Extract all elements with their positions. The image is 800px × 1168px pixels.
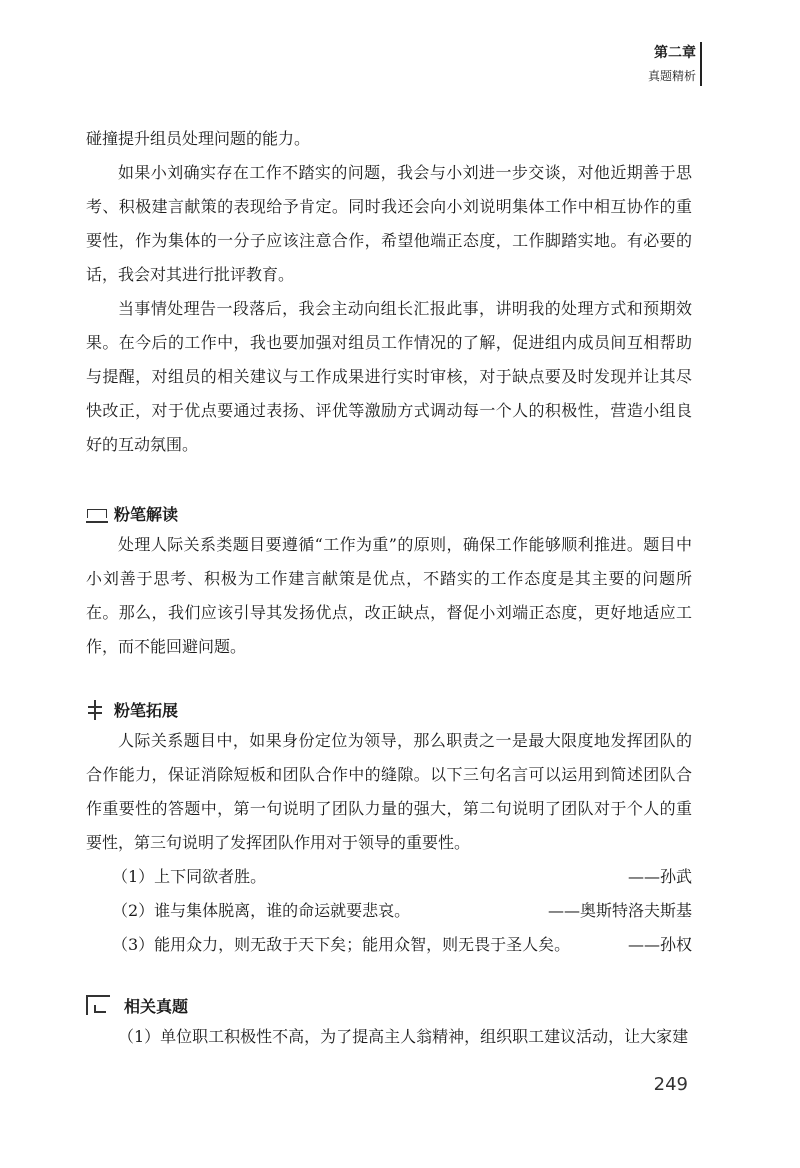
related-title: 相关真题 <box>124 996 189 1016</box>
page-content <box>86 122 692 1054</box>
quote-text: （1）上下同欲者胜。 <box>112 867 267 886</box>
quote-text: （2）谁与集体脱离，谁的命运就要悲哀。 <box>112 901 411 920</box>
chalk-expand-title: 粉笔拓展 <box>114 700 179 720</box>
chalk-icon <box>86 503 108 523</box>
paragraph-1: 如果小刘确实存在工作不踏实的问题，我会与小刘进一步交谈，对他近期善于思考、积极建言献策的表现给予肯定。同时我还会向小刘说明集体工作中相互协作的重要性，作为集体的一分子应该注意合作，希望他端正态度，工作脚踏实地。有必要的话，我会对其进行批评教育。 <box>86 163 692 284</box>
chapter-subtitle: 真题精析 <box>647 69 696 83</box>
chalk-reading-heading <box>86 498 692 528</box>
chapter-header <box>648 44 696 84</box>
chalk-reading-title: 粉笔解读 <box>114 504 179 524</box>
chalk-reading-body: 处理人际关系类题目要遵循“工作为重”的原则，确保工作能够顺利推进。题目中小刘善于思考、积极为工作建言献策是优点，不踏实的工作态度是其主要的问题所在。那么，我们应该引导其发扬优点，改正缺点，督促小刘端正态度，更好地适应工作，而不能回避问题。 <box>86 535 692 656</box>
quote-row <box>86 928 692 962</box>
quote-author: ——孙武 <box>627 867 692 886</box>
quote-row <box>86 894 692 928</box>
related-icon <box>86 995 110 1015</box>
quote-author: ——孙权 <box>627 935 692 954</box>
intro-line: 碰撞提升组员处理问题的能力。 <box>86 129 311 148</box>
page-number: 249 <box>653 1074 688 1095</box>
chalk-expand-heading <box>86 694 692 724</box>
header-divider <box>700 42 702 86</box>
related-body: （1）单位职工积极性不高，为了提高主人翁精神，组织职工建议活动，让大家建 <box>118 1027 689 1046</box>
quote-text: （3）能用众力，则无敌于天下矣；能用众智，则无畏于圣人矣。 <box>112 935 571 954</box>
paragraph-2: 当事情处理告一段落后，我会主动向组长汇报此事，讲明我的处理方式和预期效果。在今后的工作中，我也要加强对组员工作情况的了解，促进组内成员间互相帮助与提醒，对组员的相关建议与工作成果进行实时审核，对于缺点要及时发现并让其尽快改正，对于优点要通过表扬、评优等激励方式调动每一个人的积极性，营造小组良好的互动氛围。 <box>86 299 692 454</box>
chapter-title: 第二章 <box>654 45 696 61</box>
chalk-expand-body: 人际关系题目中，如果身份定位为领导，那么职责之一是最大限度地发挥团队的合作能力，保证消除短板和团队合作中的缝隙。以下三句名言可以运用到简述团队合作重要性的答题中，第一句说明了团队力量的强大，第二句说明了团队对于个人的重要性，第三句说明了发挥团队作用对于领导的重要性。 <box>86 731 692 852</box>
quote-author: ——奥斯特洛夫斯基 <box>547 901 692 920</box>
related-heading <box>86 990 692 1020</box>
expand-icon <box>86 700 108 718</box>
quote-row <box>86 860 692 894</box>
